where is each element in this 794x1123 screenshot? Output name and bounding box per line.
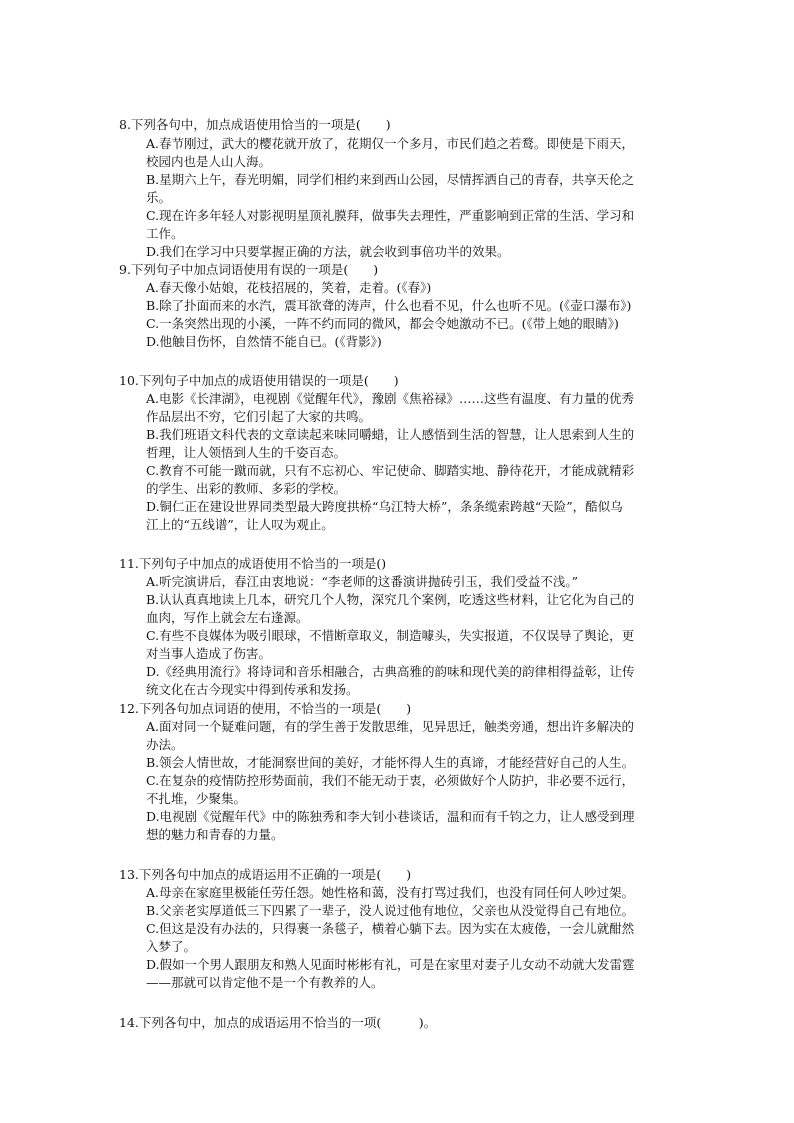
- question-11-option-b: B.认认真真地读上几本，研究几个人物，深究几个案例，吃透这些材料，让它化为自己的: [146, 592, 635, 607]
- question-10-option-b: B.我们班语文科代表的文章读起来味同嚼蜡，让人感悟到生活的智慧，让人思索到人生的: [146, 427, 635, 442]
- question-12-stem: 12.下列各句加点词语的使用，不恰当的一项是( ): [119, 701, 412, 716]
- question-8-option-a-cont: 校园内也是人山人海。: [146, 154, 272, 169]
- question-13-option-a: A.母亲在家庭里极能任劳任怨。她性格和蔼，没有打骂过我们，也没有同任何人吵过架。: [146, 885, 635, 900]
- question-12-option-c: C.在复杂的疫情防控形势面前，我们不能无动于衷，必须做好个人防护，非必要不远行，: [146, 773, 635, 788]
- question-11-option-a: A.听完演讲后，春江由衷地说：“李老师的这番演讲抛砖引玉，我们受益不浅。”: [146, 574, 579, 589]
- question-13-option-c: C.但这是没有办法的，只得裹一条毯子，横着心躺下去。因为实在太疲倦，一会儿就酣然: [146, 921, 635, 936]
- question-10-stem: 10.下列句子中加点的成语使用错误的一项是( ): [119, 373, 399, 388]
- question-12-option-a-cont: 办法。: [146, 737, 184, 752]
- question-10-option-c-cont: 的学生、出彩的教师、多彩的学校。: [146, 481, 347, 496]
- question-11-option-b-cont: 血肉，写作上就会左右逢源。: [146, 610, 309, 625]
- question-12-option-c-cont: 不扎堆，少聚集。: [146, 791, 247, 806]
- question-10-option-a-cont: 作品层出不穷，它们引起了大家的共鸣。: [146, 409, 372, 424]
- question-12-option-d-cont: 想的魅力和青春的力量。: [146, 827, 284, 842]
- question-9-option-b: B.除了扑面而来的水汽，震耳欲聋的涛声，什么也看不见，什么也听不见。(《壶口瀑布》): [146, 298, 632, 313]
- question-10-option-b-cont: 哲理，让人领悟到人生的千姿百态。: [146, 445, 347, 460]
- question-11-option-c: C.有些不良媒体为吸引眼球，不惜断章取义，制造噱头，失实报道，不仅误导了舆论，更: [146, 628, 635, 643]
- question-10-option-d: D.铜仁正在建设世界同类型最大跨度拱桥“乌江特大桥”，条条缆索跨越“天险”，酷似乌: [146, 499, 623, 514]
- question-12-option-d: D.电视剧《觉醒年代》中的陈独秀和李大钊小巷谈话，温和而有千钧之力，让人感受到理: [146, 809, 635, 824]
- question-9-option-c: C.一条突然出现的小溪，一阵不约而同的微风，都会令她激动不已。(《带上她的眼睛》): [146, 316, 619, 331]
- question-11-option-d-cont: 统文化在古今现实中得到传承和发扬。: [146, 682, 359, 697]
- question-8-option-c: C.现在许多年轻人对影视明星顶礼膜拜，做事失去理性，严重影响到正常的生活、学习和: [146, 208, 635, 223]
- question-8-option-b-cont: 乐。: [146, 190, 172, 205]
- question-11-option-d: D.《经典用流行》将诗词和音乐相融合，古典高雅的韵味和现代美的韵律相得益彰，让传: [146, 664, 635, 679]
- question-11-stem: 11.下列句子中加点的成语使用不恰当的一项是(): [119, 556, 387, 571]
- question-13-option-d: D.假如一个男人跟朋友和熟人见面时彬彬有礼，可是在家里对妻子儿女动不动就大发雷霆: [146, 957, 635, 972]
- question-12-option-b: B.领会人情世故，才能洞察世间的美好，才能怀得人生的真谛，才能经营好自己的人生。: [146, 755, 635, 770]
- question-9-option-d: D.他触目伤怀，自然情不能自已。(《背影》): [146, 334, 382, 349]
- question-9-stem: 9.下列句子中加点词语使用有误的一项是( ): [119, 262, 379, 277]
- question-13-option-d-cont: ——那就可以肯定他不是一个有教养的人。: [146, 975, 384, 990]
- question-8-option-a: A.春节刚过，武大的樱花就开放了，花期仅一个多月，市民们趋之若鹜。即使是下雨天，: [146, 136, 635, 151]
- question-11-option-c-cont: 对当事人造成了伤害。: [146, 646, 272, 661]
- question-8-option-b: B.星期六上午，春光明媚，同学们相约来到西山公园，尽情挥洒自己的青春，共享天伦之: [146, 172, 635, 187]
- question-14-stem: 14.下列各句中，加点的成语运用不恰当的一项( )。: [119, 1015, 437, 1030]
- question-13-option-c-cont: 入梦了。: [146, 939, 197, 954]
- question-8-stem: 8.下列各句中，加点成语使用恰当的一项是( ): [119, 117, 391, 132]
- question-13-option-b: B.父亲老实厚道低三下四累了一辈子，没人说过他有地位，父亲也从没觉得自己有地位。: [146, 903, 635, 918]
- question-10-option-c: C.教育不可能一蹴而就，只有不忘初心、牢记使命、脚踏实地、静待花开，才能成就精彩: [146, 463, 635, 478]
- question-8-option-c-cont: 工作。: [146, 226, 184, 241]
- question-13-stem: 13.下列各句中加点的成语运用不正确的一项是( ): [119, 867, 412, 882]
- question-9-option-a: A.春天像小姑娘，花枝招展的，笑着，走着。(《春》): [146, 280, 432, 295]
- question-10-option-a: A.电影《长津湖》，电视剧《觉醒年代》，豫剧《焦裕禄》……这些有温度、有力量的优秀: [146, 391, 635, 406]
- question-8-option-d: D.我们在学习中只要掌握正确的方法，就会收到事倍功半的效果。: [146, 244, 510, 259]
- question-10-option-d-cont: 江上的“五线谱”，让人叹为观止。: [146, 517, 334, 532]
- question-12-option-a: A.面对同一个疑难问题，有的学生善于发散思维，见异思迁，触类旁通，想出许多解决的: [146, 719, 635, 734]
